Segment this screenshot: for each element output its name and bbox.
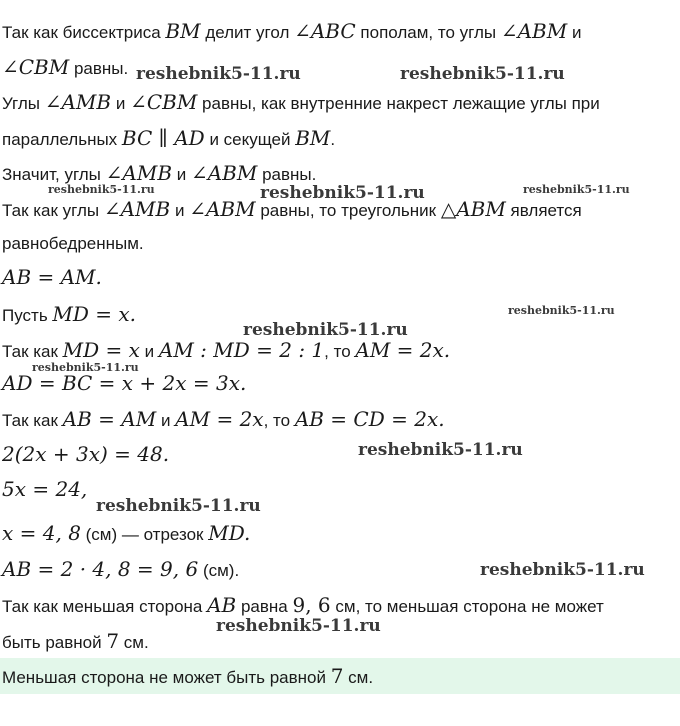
watermark: reshebnik5-11.ru xyxy=(358,440,523,460)
text: и xyxy=(567,23,582,42)
solution-line-7 xyxy=(2,233,144,255)
text: параллельных xyxy=(2,130,122,149)
math: AB = 2 · 4, 8 = 9, 6 xyxy=(2,557,199,581)
math: MD. xyxy=(208,521,251,545)
math: BM xyxy=(165,19,201,43)
math: 2(2x + 3x) = 48. xyxy=(2,442,170,466)
math: ∠ABC xyxy=(294,19,356,43)
watermark: reshebnik5-11.ru xyxy=(136,64,301,84)
text: и xyxy=(170,201,190,220)
math: ∠ABM xyxy=(190,161,258,185)
solution-line-1 xyxy=(2,20,581,44)
solution-line-3 xyxy=(2,91,600,115)
watermark: reshebnik5-11.ru xyxy=(480,560,645,580)
math: MD = x xyxy=(62,338,140,362)
text: пополам, то углы xyxy=(355,23,501,42)
math: △ABM xyxy=(440,197,506,221)
text: Так как меньшая сторона xyxy=(2,597,208,616)
text: и xyxy=(111,94,131,113)
watermark: reshebnik5-11.ru xyxy=(48,183,155,196)
text: Так как углы xyxy=(2,201,104,220)
math: ∠AMB xyxy=(44,90,112,114)
text: Пусть xyxy=(2,306,53,325)
text: Так как xyxy=(2,411,63,430)
solution-line-9 xyxy=(2,303,136,327)
solution-line-12 xyxy=(2,408,445,432)
solution-line-10 xyxy=(2,339,450,363)
text: см. xyxy=(343,668,374,687)
text: Углы xyxy=(2,94,45,113)
math: AB = CD = 2x. xyxy=(294,407,445,431)
math: x = 4, 8 xyxy=(2,521,81,545)
text: и xyxy=(156,411,176,430)
watermark: reshebnik5-11.ru xyxy=(32,361,139,374)
text: равны, то треугольник xyxy=(255,201,441,220)
math: 7 xyxy=(330,664,344,688)
watermark: reshebnik5-11.ru xyxy=(523,183,630,196)
watermark: reshebnik5-11.ru xyxy=(216,616,381,636)
solution-line-17 xyxy=(2,594,604,618)
math: ∠AMB xyxy=(103,197,171,221)
solution-line-8 xyxy=(2,266,102,290)
solution-line-13 xyxy=(2,443,169,467)
text: является xyxy=(505,201,582,220)
math: ∠AMB xyxy=(105,161,173,185)
solution-line-11 xyxy=(2,372,246,396)
math: ∠CBM xyxy=(130,90,198,114)
solution-line-18 xyxy=(2,630,149,654)
text: , то xyxy=(324,342,356,361)
text: быть равной xyxy=(2,633,107,652)
text: равнобедренным. xyxy=(2,234,144,253)
text: Значит, углы xyxy=(2,165,106,184)
math: 7 xyxy=(106,629,120,653)
watermark: reshebnik5-11.ru xyxy=(260,183,425,203)
solution-line-14 xyxy=(2,478,87,502)
solution-line-16 xyxy=(2,558,239,582)
watermark: reshebnik5-11.ru xyxy=(400,64,565,84)
text: и xyxy=(172,165,191,184)
text: и xyxy=(139,342,159,361)
math: 5x = 24, xyxy=(2,477,88,501)
text: , то xyxy=(263,411,295,430)
watermark: reshebnik5-11.ru xyxy=(96,496,261,516)
math: AB = AM xyxy=(62,407,157,431)
text: и секущей xyxy=(204,130,296,149)
text: равны. xyxy=(257,165,317,184)
math: ∠ABM xyxy=(189,197,256,221)
text: Так как xyxy=(2,342,63,361)
text: Так как биссектриса xyxy=(2,23,166,42)
math: ∠ABM xyxy=(500,19,568,43)
math: ∠CBM xyxy=(2,55,70,79)
math: AM = 2x xyxy=(175,407,264,431)
watermark: reshebnik5-11.ru xyxy=(243,320,408,340)
math: AM : MD = 2 : 1 xyxy=(158,338,325,362)
text: (см) — отрезок xyxy=(80,525,209,544)
math: AD = BC = x + 2x = 3x. xyxy=(2,371,247,395)
math: BM xyxy=(295,126,331,150)
text: равна xyxy=(236,597,293,616)
text: . xyxy=(330,130,336,149)
math: AM = 2x. xyxy=(355,338,451,362)
math: MD = x. xyxy=(52,302,137,326)
watermark: reshebnik5-11.ru xyxy=(508,304,615,317)
text: равны. xyxy=(69,59,129,78)
solution-line-4 xyxy=(2,127,335,151)
solution-line-2 xyxy=(2,56,128,80)
solution-line-15 xyxy=(2,522,250,546)
answer-box xyxy=(0,658,680,694)
text: (см). xyxy=(198,561,240,580)
math: AB xyxy=(207,593,237,617)
math: 9, 6 xyxy=(292,593,331,617)
answer-text xyxy=(2,665,373,689)
text: Меньшая сторона не может быть равной xyxy=(2,668,331,687)
math: BC ∥ AD xyxy=(121,126,205,150)
math: AB = AM. xyxy=(2,265,102,289)
text: см. xyxy=(119,633,149,652)
text: делит угол xyxy=(200,23,295,42)
text: равны, как внутренние накрест лежащие углы при xyxy=(197,94,600,113)
text: см, то меньшая сторона не может xyxy=(330,597,604,616)
